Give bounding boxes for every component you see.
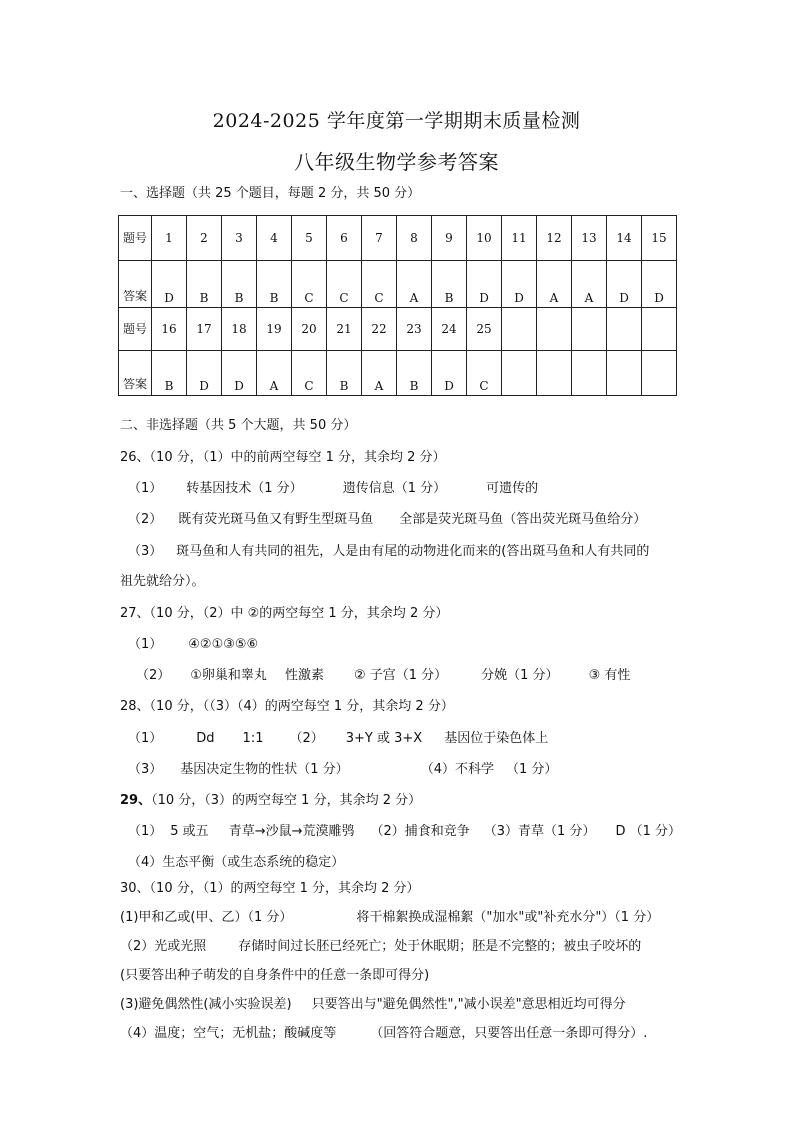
q28-2-ans-b: 基因位于染色体上	[444, 731, 549, 746]
q28-1-ans-a: Dd	[196, 731, 215, 746]
a-cell: C	[362, 261, 397, 308]
q-cell-empty	[642, 308, 677, 351]
a-cell-empty	[537, 351, 572, 396]
a-cell: A	[257, 351, 292, 396]
q-cell: 22	[362, 308, 397, 351]
q-cell: 5	[292, 216, 327, 261]
q27-2-ans-a: ①卵巢和睾丸	[190, 668, 267, 683]
row-label-question: 题号	[119, 308, 152, 351]
q27-line-1	[128, 633, 258, 652]
q27-2-ans-c: ② 子宫（1 分）	[353, 668, 448, 683]
q28-1-label: （1）	[128, 731, 163, 746]
a-cell: B	[187, 261, 222, 308]
q30-3-ans-a: (3)避免偶然性(减小实验误差)	[120, 997, 292, 1012]
row-label-answer: 答案	[119, 261, 152, 308]
q29-3-ans-b: D （1 分）	[615, 824, 681, 839]
section1-heading: 一、选择题（共 25 个题目，每题 2 分，共 50 分）	[120, 186, 421, 201]
q29-1-ans-a: 5 或五	[170, 824, 209, 839]
q29-2-ans: （2）捕食和竞争	[370, 824, 470, 839]
q28-line-2	[128, 758, 557, 777]
q-cell: 6	[327, 216, 362, 261]
question-row-1	[119, 216, 677, 261]
answer-row-2	[119, 351, 677, 396]
q30-1-ans-b: 将干棉絮换成湿棉絮（"加水"或"补充水分"）（1 分）	[356, 910, 660, 925]
answer-row-1	[119, 261, 677, 308]
q26-2-label: （2）	[128, 512, 163, 527]
row-label-answer: 答案	[119, 351, 152, 396]
q-cell: 21	[327, 308, 362, 351]
q29-line-1	[128, 820, 681, 839]
q30-line-2	[120, 935, 641, 954]
q26-1-ans-a: 转基因技术（1 分）	[186, 481, 303, 496]
a-cell: B	[432, 261, 467, 308]
a-cell: D	[432, 351, 467, 396]
a-cell: B	[397, 351, 432, 396]
q30-3-ans-b: 只要答出与"避免偶然性","减小误差"意思相近均可得分	[311, 997, 626, 1012]
q26-1-label: （1）	[128, 481, 163, 496]
q30-2-ans-a: （2）光或光照	[120, 939, 207, 954]
a-cell: B	[222, 261, 257, 308]
q30-4-ans-b: （回答符合题意，只要答出任意一条即可得分）.	[370, 1026, 648, 1041]
a-cell: B	[327, 351, 362, 396]
a-cell-empty	[502, 351, 537, 396]
q26-3-label: （3）	[128, 544, 163, 559]
q-cell: 18	[222, 308, 257, 351]
a-cell: D	[187, 351, 222, 396]
q-cell: 14	[607, 216, 642, 261]
q-cell: 9	[432, 216, 467, 261]
q28-3-ans: 基因决定生物的性状（1 分）	[180, 762, 349, 777]
q-cell: 17	[187, 308, 222, 351]
q-cell: 12	[537, 216, 572, 261]
a-cell: C	[292, 351, 327, 396]
q29-heading	[120, 789, 421, 808]
q30-line-3: (只要答出种子萌发的自身条件中的任意一条即可得分)	[120, 968, 430, 983]
q28-2-ans-a: 3+Y 或 3+X	[345, 731, 423, 746]
q-cell: 16	[152, 308, 187, 351]
q26-1-ans-b: 遗传信息（1 分）	[342, 481, 447, 496]
a-cell: C	[327, 261, 362, 308]
q-cell: 10	[467, 216, 502, 261]
q30-line-4	[120, 993, 626, 1012]
a-cell: C	[467, 351, 502, 396]
q-cell: 20	[292, 308, 327, 351]
a-cell: D	[152, 261, 187, 308]
a-cell: D	[502, 261, 537, 308]
answer-table	[118, 215, 677, 396]
q28-4-score: （1 分）	[505, 762, 558, 777]
a-cell-empty	[607, 351, 642, 396]
a-cell: B	[257, 261, 292, 308]
q-cell: 15	[642, 216, 677, 261]
q29-1-ans-b: 青草→沙鼠→荒漠雕鸮	[228, 824, 355, 839]
q27-2-ans-d: 分娩（1 分）	[481, 668, 559, 683]
q-cell-empty	[537, 308, 572, 351]
q27-2-ans-b: 性激素	[284, 668, 324, 683]
q28-heading: 28、（10 分，（（3）（4）的两空每空 1 分，其余均 2 分）	[120, 699, 454, 714]
q26-1-ans-c: 可遗传的	[486, 481, 539, 496]
q-cell: 13	[572, 216, 607, 261]
q-cell: 23	[397, 308, 432, 351]
q30-2-ans-b: 存储时间过长胚已经死亡；处于休眠期；胚是不完整的；被虫子咬坏的	[238, 939, 642, 954]
q-cell: 2	[187, 216, 222, 261]
a-cell: A	[362, 351, 397, 396]
q-cell-empty	[572, 308, 607, 351]
q30-heading: 30、（10 分，（1）的两空每空 1 分，其余均 2 分）	[120, 881, 420, 896]
q29-number: 29、	[120, 793, 152, 808]
q-cell-empty	[502, 308, 537, 351]
q27-1-ans: ④②①③⑤⑥	[188, 637, 259, 652]
q-cell: 11	[502, 216, 537, 261]
q28-3-label: （3）	[128, 762, 163, 777]
q26-heading: 26、（10 分，（1）中的前两空每空 1 分，其余均 2 分）	[120, 450, 446, 465]
q27-1-label: （1）	[128, 637, 163, 652]
a-cell: A	[572, 261, 607, 308]
a-cell: C	[292, 261, 327, 308]
q27-line-2	[136, 664, 630, 683]
q29-line-2: （4）生态平衡（或生态系统的稳定）	[128, 855, 345, 870]
q28-1-ans-b: 1:1	[242, 731, 264, 746]
a-cell: D	[467, 261, 502, 308]
a-cell-empty	[572, 351, 607, 396]
q29-heading-text: （10 分，（3）的两空每空 1 分，其余均 2 分）	[151, 793, 422, 808]
q30-line-1	[120, 906, 659, 925]
a-cell: A	[537, 261, 572, 308]
q28-line-1	[128, 727, 548, 746]
q-cell: 7	[362, 216, 397, 261]
q-cell: 25	[467, 308, 502, 351]
q27-heading: 27、（10 分，（2）中 ②的两空每空 1 分，其余均 2 分）	[120, 606, 449, 621]
q-cell-empty	[607, 308, 642, 351]
q-cell: 4	[257, 216, 292, 261]
question-row-2	[119, 308, 677, 351]
page-title: 2024-2025 学年度第一学期期末质量检测	[212, 110, 581, 132]
row-label-question: 题号	[119, 216, 152, 261]
q27-2-ans-e: ③ 有性	[588, 668, 631, 683]
q-cell: 19	[257, 308, 292, 351]
a-cell: B	[152, 351, 187, 396]
a-cell-empty	[642, 351, 677, 396]
q28-4-ans: （4）不科学	[420, 762, 494, 777]
q26-2-ans-a: 既有荧光斑马鱼又有野生型斑马鱼	[178, 512, 374, 527]
a-cell: D	[222, 351, 257, 396]
q28-2-label: （2）	[289, 731, 324, 746]
q26-line-4: 祖先就给分）。	[120, 574, 205, 589]
q27-2-label: （2）	[136, 668, 171, 683]
q26-3-ans: 斑马鱼和人有共同的祖先，人是由有尾的动物进化而来的(答出斑马鱼和人有共同的	[176, 544, 650, 559]
page-subtitle: 八年级生物学参考答案	[294, 150, 499, 174]
q26-line-2	[128, 508, 646, 527]
q29-1-label: （1）	[128, 824, 163, 839]
q30-1-ans-a: (1)甲和乙或(甲、乙）（1 分）	[120, 910, 293, 925]
q30-4-ans-a: （4）温度；空气；无机盐；酸碱度等	[120, 1026, 337, 1041]
q26-line-1	[128, 477, 538, 496]
q30-line-5	[120, 1022, 647, 1041]
q26-2-ans-b: 全部是荧光斑马鱼（答出荧光斑马鱼给分）	[399, 512, 647, 527]
section2-heading: 二、非选择题（共 5 个大题，共 50 分）	[120, 418, 357, 433]
q-cell: 8	[397, 216, 432, 261]
a-cell: A	[397, 261, 432, 308]
a-cell: D	[607, 261, 642, 308]
q-cell: 1	[152, 216, 187, 261]
q26-line-3	[128, 540, 649, 559]
q-cell: 3	[222, 216, 257, 261]
a-cell: D	[642, 261, 677, 308]
q29-3-ans: （3）青草（1 分）	[483, 824, 596, 839]
q-cell: 24	[432, 308, 467, 351]
